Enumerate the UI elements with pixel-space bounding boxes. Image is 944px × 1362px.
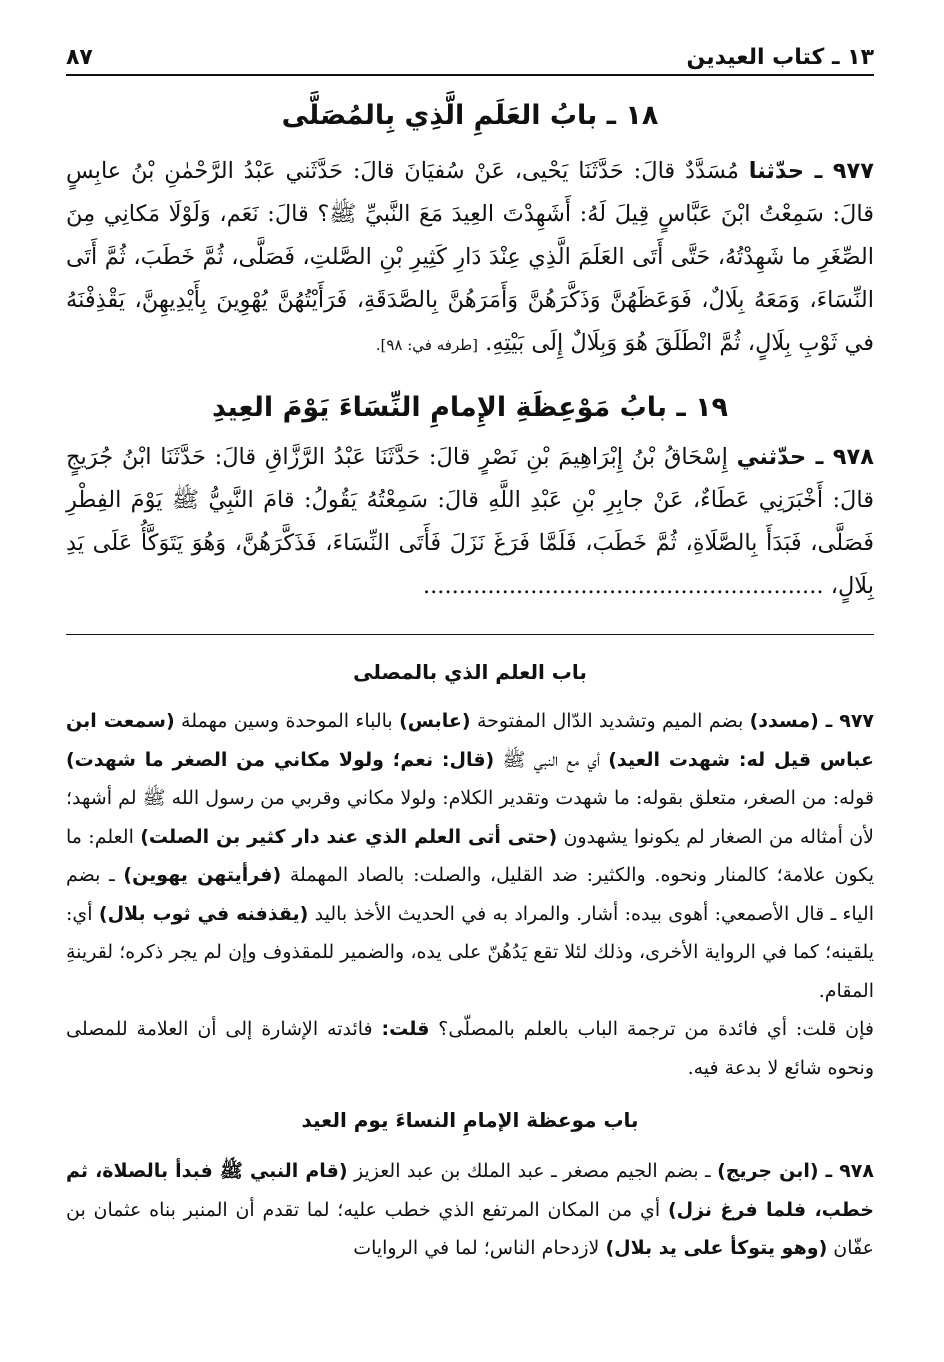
commentary-quote: (قام النبي ﷺ فبدأ بالصلاة، ثم خطب، فلما فرغ نزل) (66, 1160, 874, 1221)
commentary-quote: (قال: نعم؛ ولولا مكاني من الصغر ما شهدت) (66, 748, 495, 771)
chapter-19-title: ١٩ ـ بابُ مَوْعِظَةِ الإِمامِ النِّسَاءَ يَوْمَ العِيدِ (211, 392, 729, 423)
commentary-quote: (فرأيتهن يهوين) (123, 864, 282, 886)
chapter-18-title: ١٨ ـ بابُ العَلَمِ الَّذِي بِالمُصَلَّى (281, 100, 659, 131)
commentary-quote: ٩٧٨ ـ (ابن جريج) (717, 1160, 874, 1182)
commentary-quote: (وهو يتوكأ على يد بلال) (605, 1237, 828, 1259)
hadith-977-number: ٩٧٧ ـ حدّثنا (748, 158, 874, 184)
commentary-text: فائدته الإشارة إلى أن العلامة للمصلى ونحوه شائع لا بدعة فيه. (66, 1018, 874, 1079)
commentary-text: العلم: ما يكون علامة؛ كالمنار ونحوه. والكثير: ضد القليل، والصلت: بالصاد المهملة (66, 825, 875, 886)
hadith-977-text: مُسَدَّدٌ قالَ: حَدَّثَنَا يَحْيى، عَنْ سُفيَانَ قالَ: حَدَّثَني عَبْدُ الرَّحْمٰنِ بْنُ عابِسٍ قالَ: سَمِعْتُ ابْنَ عَبَّاسٍ قِيلَ لَهُ: أَشَهِدْتَ العِيدَ مَعَ النَّبيِّ ﷺ؟ قالَ: نَعَم، وَلَوْلَا مَكانِي مِنَ الصِّغَرِ ما شَهِدْتُهُ، حَتَّى أَتَى العَلَمَ الَّذِي عِنْدَ دَارِ كَثِيرِ بْنِ الصَّلتِ، فَصَلَّى، ثُمَّ خَطَبَ، ثُمَّ أَتَى النِّسَاءَ، وَمَعَهُ بِلَالٌ، فَوَعَظَهُنَّ وَذَكَّرَهُنَّ وَأَمَرَهُنَّ بِالصَّدَقَةِ، فَرَأَيْتُهُنَّ يُهْوِينَ بِأَيْدِيهِنَّ، يَقْذِفْنَهُ في ثَوْبِ بِلَالٍ، ثُمَّ انْطَلَقَ هُوَ وَبِلَالٌ إِلَى بَيْتِهِ. (66, 158, 874, 356)
hadith-977-tarf: [طرفه في: ٩٨]. (375, 336, 479, 354)
commentary-text: أي: يلقينه؛ كما في الرواية الأخرى، وذلك لئلا تقع يَدُهُنّ على يده، والضمير للمقذوف وإن لم يجر ذكره؛ لقرينةِ المقام. (66, 902, 874, 1002)
running-title: ١٣ ـ كتاب العيدين (686, 45, 874, 70)
commentary-text: لازدحام الناس؛ لما في الروايات (353, 1237, 606, 1259)
commentary-text: فإن قلت: أي فائدة من ترجمة الباب بالعلم بالمصلّى؟ (429, 1018, 874, 1040)
commentary-text: ـ بضم الياء ـ قال الأصمعي: أهوى بيده: أشار. والمراد به في الحديث الأخذ باليد (66, 864, 874, 925)
hadith-977 (66, 150, 874, 367)
commentary-quote: (عابس) (399, 710, 471, 732)
page-number: ٨٧ (66, 45, 93, 70)
commentary-text: بضم الميم وتشديد الدّال المفتوحة (470, 710, 750, 732)
commentary-quote: ٩٧٧ ـ (مسدد) (749, 710, 875, 732)
commentary-paragraph-3 (66, 1152, 874, 1268)
commentary-heading-1: باب العلم الذي بالمصلى (353, 660, 587, 684)
commentary-text: قوله: من الصغر، متعلق بقوله: ما شهدت وتقدير الكلام: ولولا مكاني وقربي من رسول الله ﷺ لم أشهد؛ لأن أمثاله من الصغار لم يكونوا يشهدون (66, 787, 874, 848)
commentary-text: بالباء الموحدة وسين مهملة (174, 710, 400, 732)
hadith-978-dots: ........................................................ (423, 573, 824, 599)
commentary-paragraph-2 (66, 1010, 874, 1087)
hadith-978-number: ٩٧٨ ـ حدّثني (736, 444, 874, 470)
commentary-quote: (يقذفنه في ثوب بلال) (98, 902, 309, 925)
commentary-quote: (سمعت ابن عباس قيل له: شهدت العيد) (66, 710, 874, 771)
page-header (66, 34, 874, 76)
footnote-divider (66, 634, 874, 635)
hadith-978 (66, 436, 874, 608)
commentary-quote: قلت: (381, 1018, 430, 1040)
commentary-text: ـ بضم الجيم مصغر ـ عبد الملك بن عبد العزيز (347, 1160, 718, 1182)
hadith-978-text: إِسْحَاقُ بْنُ إِبْرَاهِيمَ بْنِ نَصْرٍ قالَ: حَدَّثَنَا عَبْدُ الرَّزَّاقِ قالَ: حَدَّثَنَا ابْنُ جُرَيجٍ قالَ: أَخْبَرَنِي عَطَاءٌ، عَنْ جابِرِ بْنِ عَبْدِ اللَّهِ قالَ: سَمِعْتُهُ يَقُولُ: قامَ النَّبِيُّ ﷺ يَوْمَ الفِطْرِ فَصَلَّى، فَبَدَأَ بِالصَّلَاةِ، ثُمَّ خَطَبَ، فَلَمَّا فَرَغَ نَزَلَ فَأَتَى النِّسَاءَ، فَذَكَّرَهُنَّ، وَهُوَ يَتَوَكَّأُ عَلَى يَدِ بِلَالٍ، (66, 444, 874, 599)
commentary-heading-2: باب موعظة الإمامِ النساءَ يوم العيد (301, 1108, 639, 1132)
commentary-text: أي من المكان المرتفع الذي خطب عليه؛ لما تقدم أن المنبر بناه عثمان بن عفّان (66, 1198, 874, 1259)
commentary-text: أي مع النبي ﷺ (494, 748, 609, 771)
commentary-paragraph-1 (66, 702, 874, 1010)
commentary-quote: (حتى أتى العلم الذي عند دار كثير بن الصلت) (140, 825, 558, 848)
